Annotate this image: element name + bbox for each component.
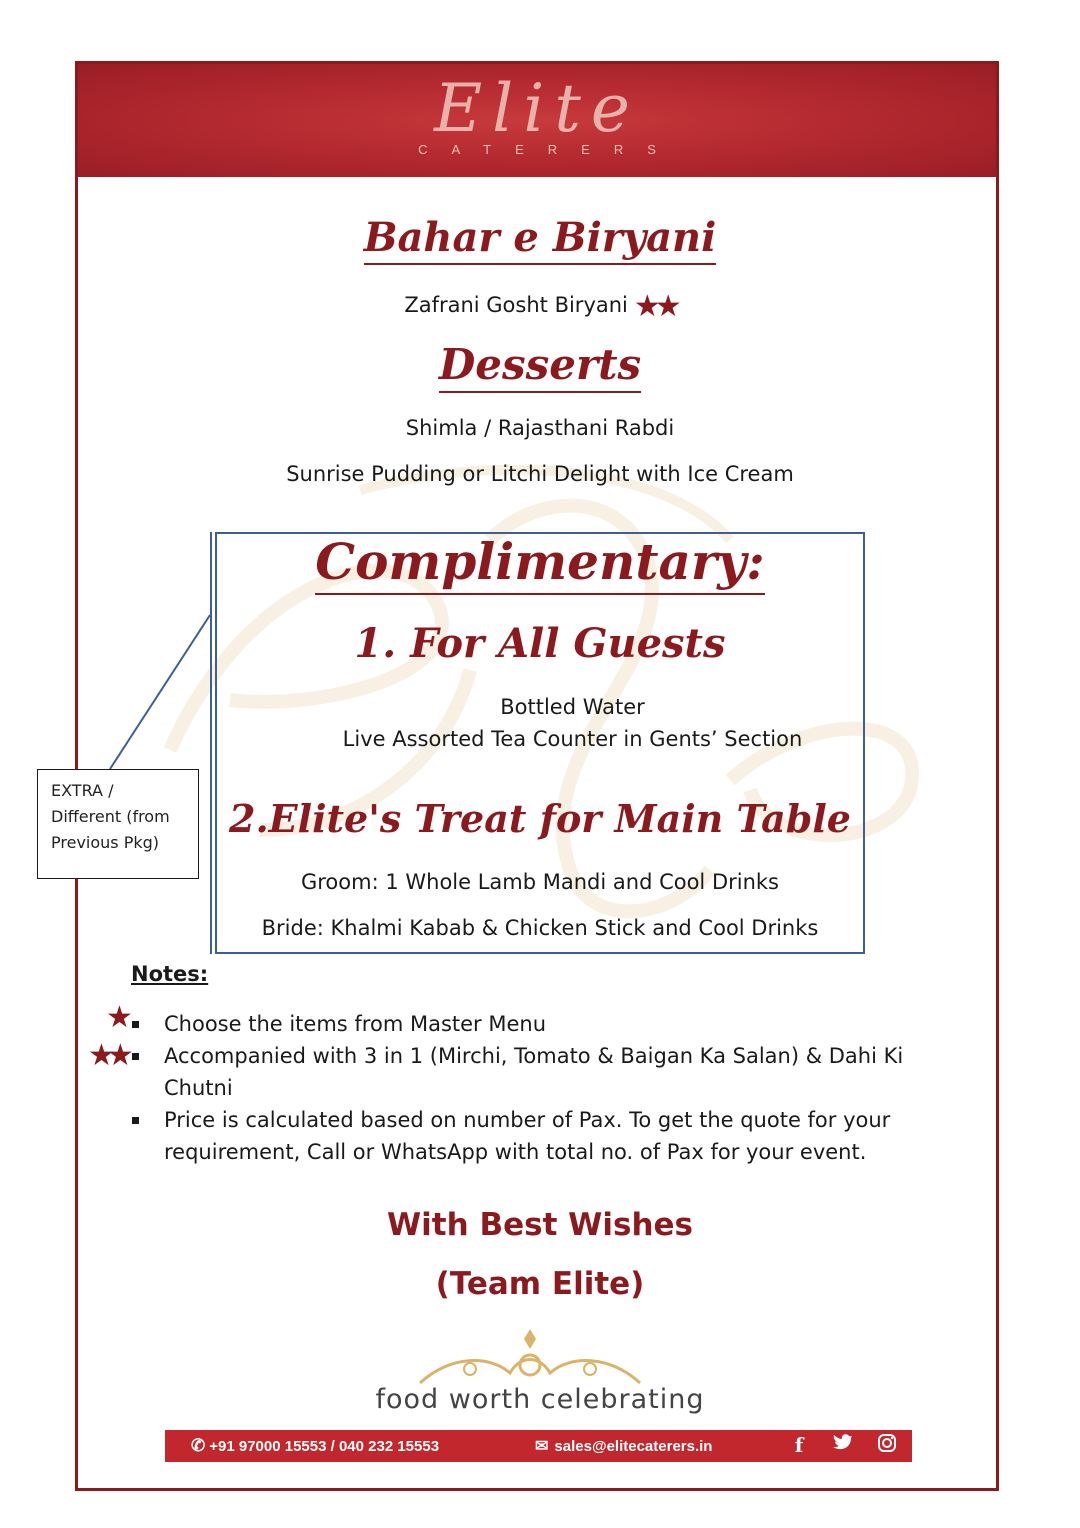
note-item: Price is calculated based on number of Pax. To get the quote for your requirement, Call or WhatsApp with total no. of Pax for your event. xyxy=(130,1104,1024,1168)
logo-subtext: CATERERS xyxy=(418,142,680,157)
best-wishes: With Best Wishes xyxy=(386,1207,694,1243)
callout-line: Different (from xyxy=(51,807,170,826)
callout-line: Previous Pkg) xyxy=(51,833,160,852)
desserts-heading: Desserts xyxy=(0,340,1080,389)
main-table-heading: 2.Elite's Treat for Main Table xyxy=(229,796,851,841)
complimentary-heading: Complimentary: xyxy=(215,532,865,591)
callout-line: EXTRA / xyxy=(51,781,114,800)
ornament-icon xyxy=(410,1325,650,1385)
complimentary-item: Groom: 1 Whole Lamb Mandi and Cool Drinks xyxy=(300,870,779,894)
phone-contact[interactable] xyxy=(191,1436,439,1456)
phone-icon: ✆ xyxy=(191,1436,206,1455)
star-icon: ★ xyxy=(106,1000,125,1035)
mail-icon: ✉ xyxy=(535,1438,549,1455)
team-signature: (Team Elite) xyxy=(435,1266,645,1302)
note-item: Choose the items from Master Menu xyxy=(130,1008,1000,1040)
instagram-icon[interactable] xyxy=(875,1433,899,1459)
extra-callout xyxy=(37,769,199,879)
tagline: food worth celebrating xyxy=(375,1384,705,1415)
twitter-icon[interactable] xyxy=(831,1433,855,1459)
biryani-item-name: Zafrani Gosht Biryani xyxy=(404,293,628,317)
star-icon: ★★ xyxy=(88,1038,126,1073)
facebook-icon[interactable]: f xyxy=(794,1433,804,1457)
note-item: Accompanied with 3 in 1 (Mirchi, Tomato & Baigan Ka Salan) & Dahi Ki Chutni xyxy=(130,1040,924,1104)
social-links xyxy=(787,1433,899,1459)
biryani-heading: Bahar e Biryani xyxy=(0,214,1080,261)
biryani-item xyxy=(0,289,1080,324)
email-address: sales@elitecaterers.in xyxy=(554,1437,713,1455)
contact-footer xyxy=(165,1430,912,1462)
all-guests-heading: 1. For All Guests xyxy=(354,620,726,667)
complimentary-item: Bride: Khalmi Kabab & Chicken Stick and Cool Drinks xyxy=(261,916,819,940)
star-icon: ★★ xyxy=(633,289,676,324)
logo: Elite xyxy=(434,70,640,147)
notes-title: Notes: xyxy=(131,962,209,986)
phone-number: +91 97000 15553 / 040 232 15553 xyxy=(209,1437,440,1455)
complimentary-item: Live Assorted Tea Counter in Gents’ Section xyxy=(342,727,803,751)
header-banner xyxy=(78,64,996,177)
complimentary-item: Bottled Water xyxy=(500,695,645,719)
box-border-accent xyxy=(210,532,212,954)
dessert-item: Shimla / Rajasthani Rabdi xyxy=(405,416,675,440)
email-contact[interactable] xyxy=(535,1436,712,1456)
notes-list xyxy=(130,1008,1000,1168)
dessert-item: Sunrise Pudding or Litchi Delight with Ice Cream xyxy=(286,462,794,486)
